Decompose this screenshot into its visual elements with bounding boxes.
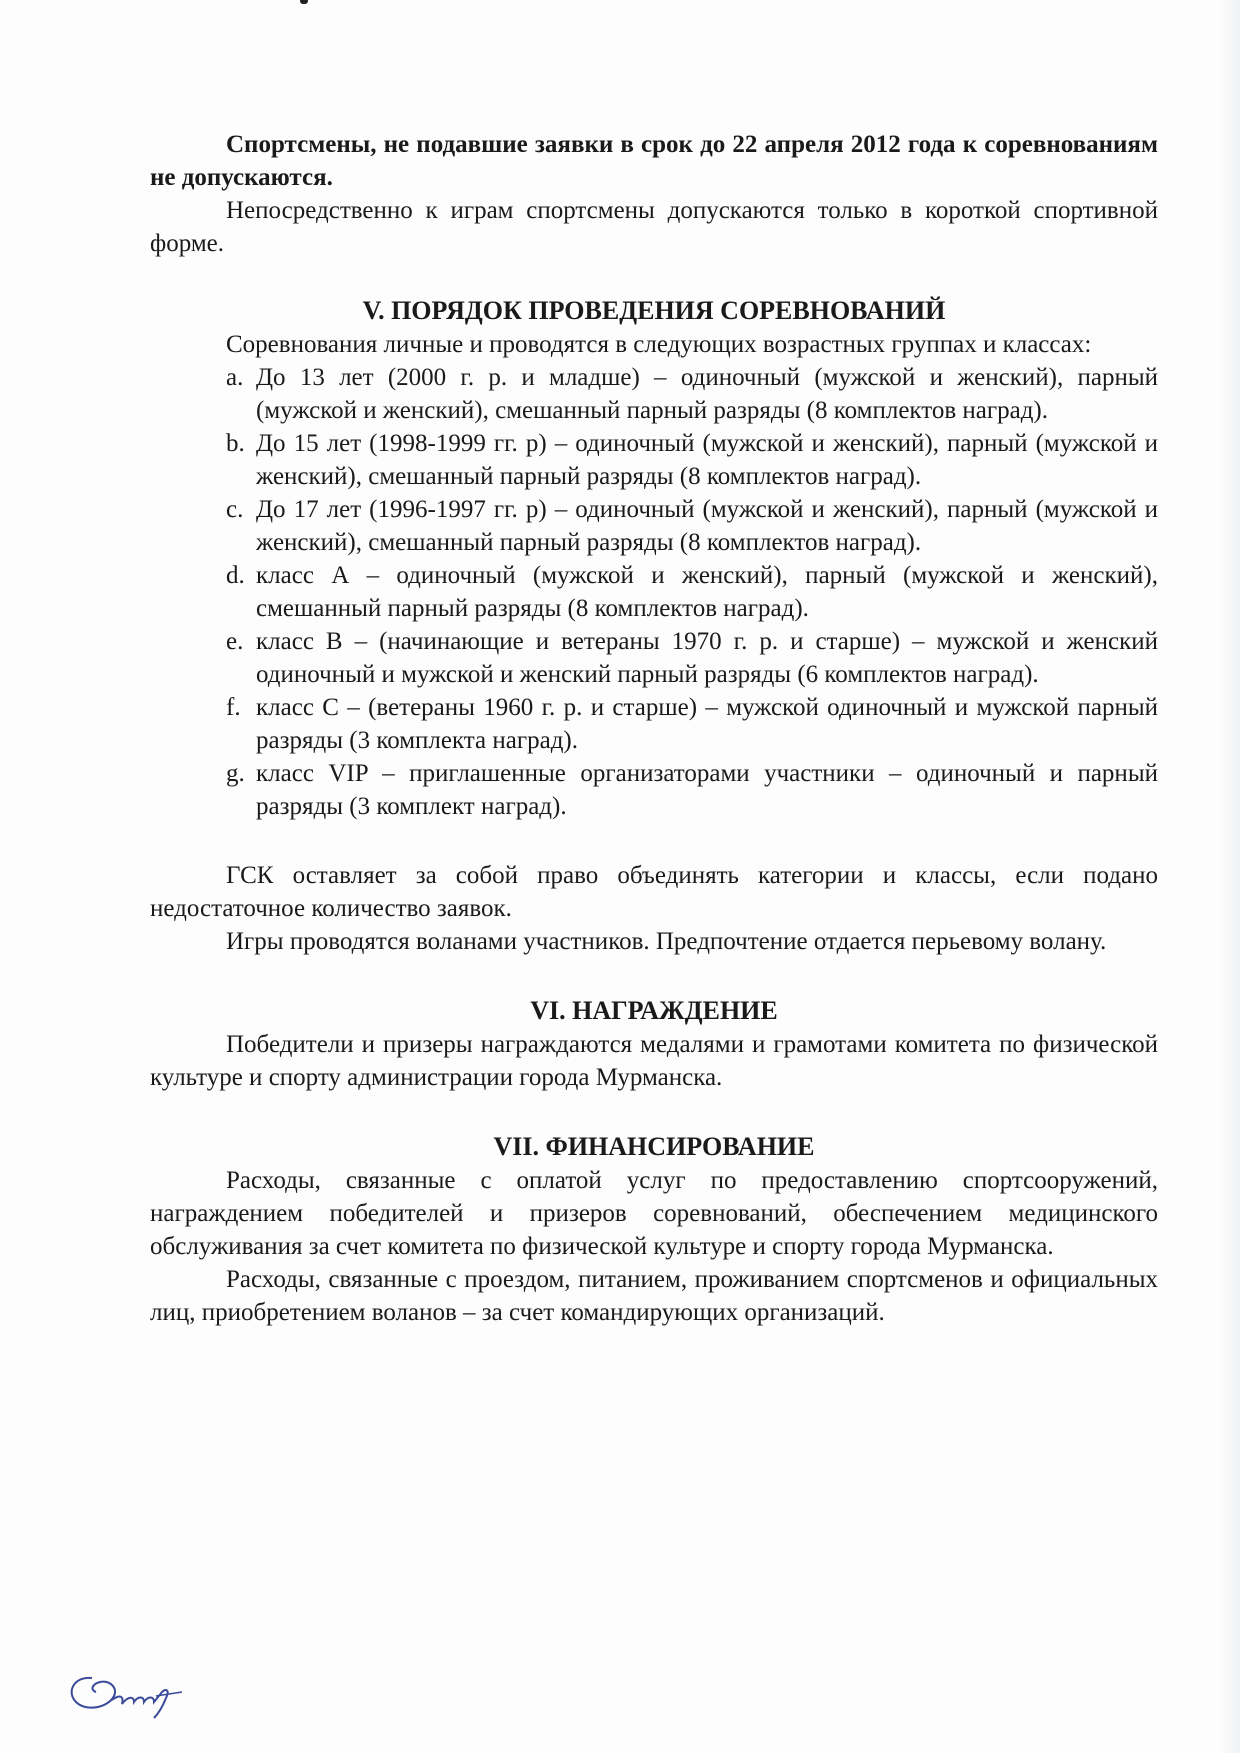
scan-edge-shadow: [1220, 0, 1240, 1753]
list-item: [226, 625, 1158, 691]
list-item-text: До 13 лет (2000 г. р. и младше) – одиночный (мужской и женский), парный (мужской и женский), смешанный парный разряды (8 комплектов наград).: [256, 364, 1158, 424]
list-item: [226, 427, 1158, 493]
list-item: [226, 691, 1158, 757]
list-marker: c.: [226, 496, 244, 523]
section-7-title: VII. ФИНАНСИРОВАНИЕ: [493, 1132, 815, 1161]
list-item: [226, 361, 1158, 427]
list-marker: f.: [226, 694, 241, 721]
section-7-paragraph-2: Расходы, связанные с проездом, питанием, проживанием спортсменов и официальных лиц, приобретением воланов – за счет командирующих организаций.: [150, 1266, 1158, 1326]
list-marker: a.: [226, 364, 244, 391]
list-item-text: класс VIP – приглашенные организаторами участники – одиночный и парный разряды (3 комплект наград).: [256, 760, 1158, 820]
section-7-paragraph-1: Расходы, связанные с оплатой услуг по предоставлению спортсооружений, награждением победителей и призеров соревнований, обеспечением медицинского обслуживания за счет комитета по физической культуре и спорту города Мурманска.: [150, 1167, 1158, 1260]
deadline-paragraph: Спортсмены, не подавшие заявки в срок до 22 апреля 2012 года к соревнованиям не допускаются.: [150, 131, 1158, 191]
list-item: [226, 757, 1158, 823]
section-6-text: Победители и призеры награждаются медалями и грамотами комитета по физической культуре и спорту администрации города Мурманска.: [150, 1031, 1158, 1091]
uniform-paragraph: Непосредственно к играм спортсмены допускаются только в короткой спортивной форме.: [150, 197, 1158, 257]
list-item-text: класс А – одиночный (мужской и женский), парный (мужской и женский), смешанный парный разряды (8 комплектов наград).: [256, 562, 1158, 622]
section-5-intro: Соревнования личные и проводятся в следующих возрастных группах и классах:: [226, 331, 1092, 358]
category-list: [150, 361, 1158, 823]
list-marker: b.: [226, 430, 245, 457]
document-page: [150, 128, 1158, 1329]
list-item: [226, 493, 1158, 559]
list-item: [226, 559, 1158, 625]
signature-image: [62, 1656, 202, 1720]
list-marker: e.: [226, 628, 244, 655]
list-item-text: До 15 лет (1998-1999 гг. р) – одиночный (мужской и женский), парный (мужской и женский), смешанный парный разряды (8 комплектов наград).: [256, 430, 1158, 490]
gsk-paragraph: ГСК оставляет за собой право объединять категории и классы, если подано недостаточное количество заявок.: [150, 862, 1158, 922]
shuttles-paragraph: Игры проводятся воланами участников. Предпочтение отдается перьевому волану.: [226, 928, 1107, 955]
list-item-text: До 17 лет (1996-1997 гг. р) – одиночный (мужской и женский), парный (мужской и женский), смешанный парный разряды (8 комплектов наград).: [256, 496, 1158, 556]
section-6-title: VI. НАГРАЖДЕНИЕ: [530, 996, 778, 1025]
list-item-text: класс С – (ветераны 1960 г. р. и старше) – мужской одиночный и мужской парный разряды (3 комплекта наград).: [256, 694, 1158, 754]
scan-mark: [300, 0, 308, 4]
list-item-text: класс В – (начинающие и ветераны 1970 г. р. и старше) – мужской и женский одиночный и мужской и женский парный разряды (6 комплектов наград).: [256, 628, 1158, 688]
list-marker: d.: [226, 562, 245, 589]
section-5-title: V. ПОРЯДОК ПРОВЕДЕНИЯ СОРЕВНОВАНИЙ: [362, 296, 946, 325]
list-marker: g.: [226, 760, 245, 787]
